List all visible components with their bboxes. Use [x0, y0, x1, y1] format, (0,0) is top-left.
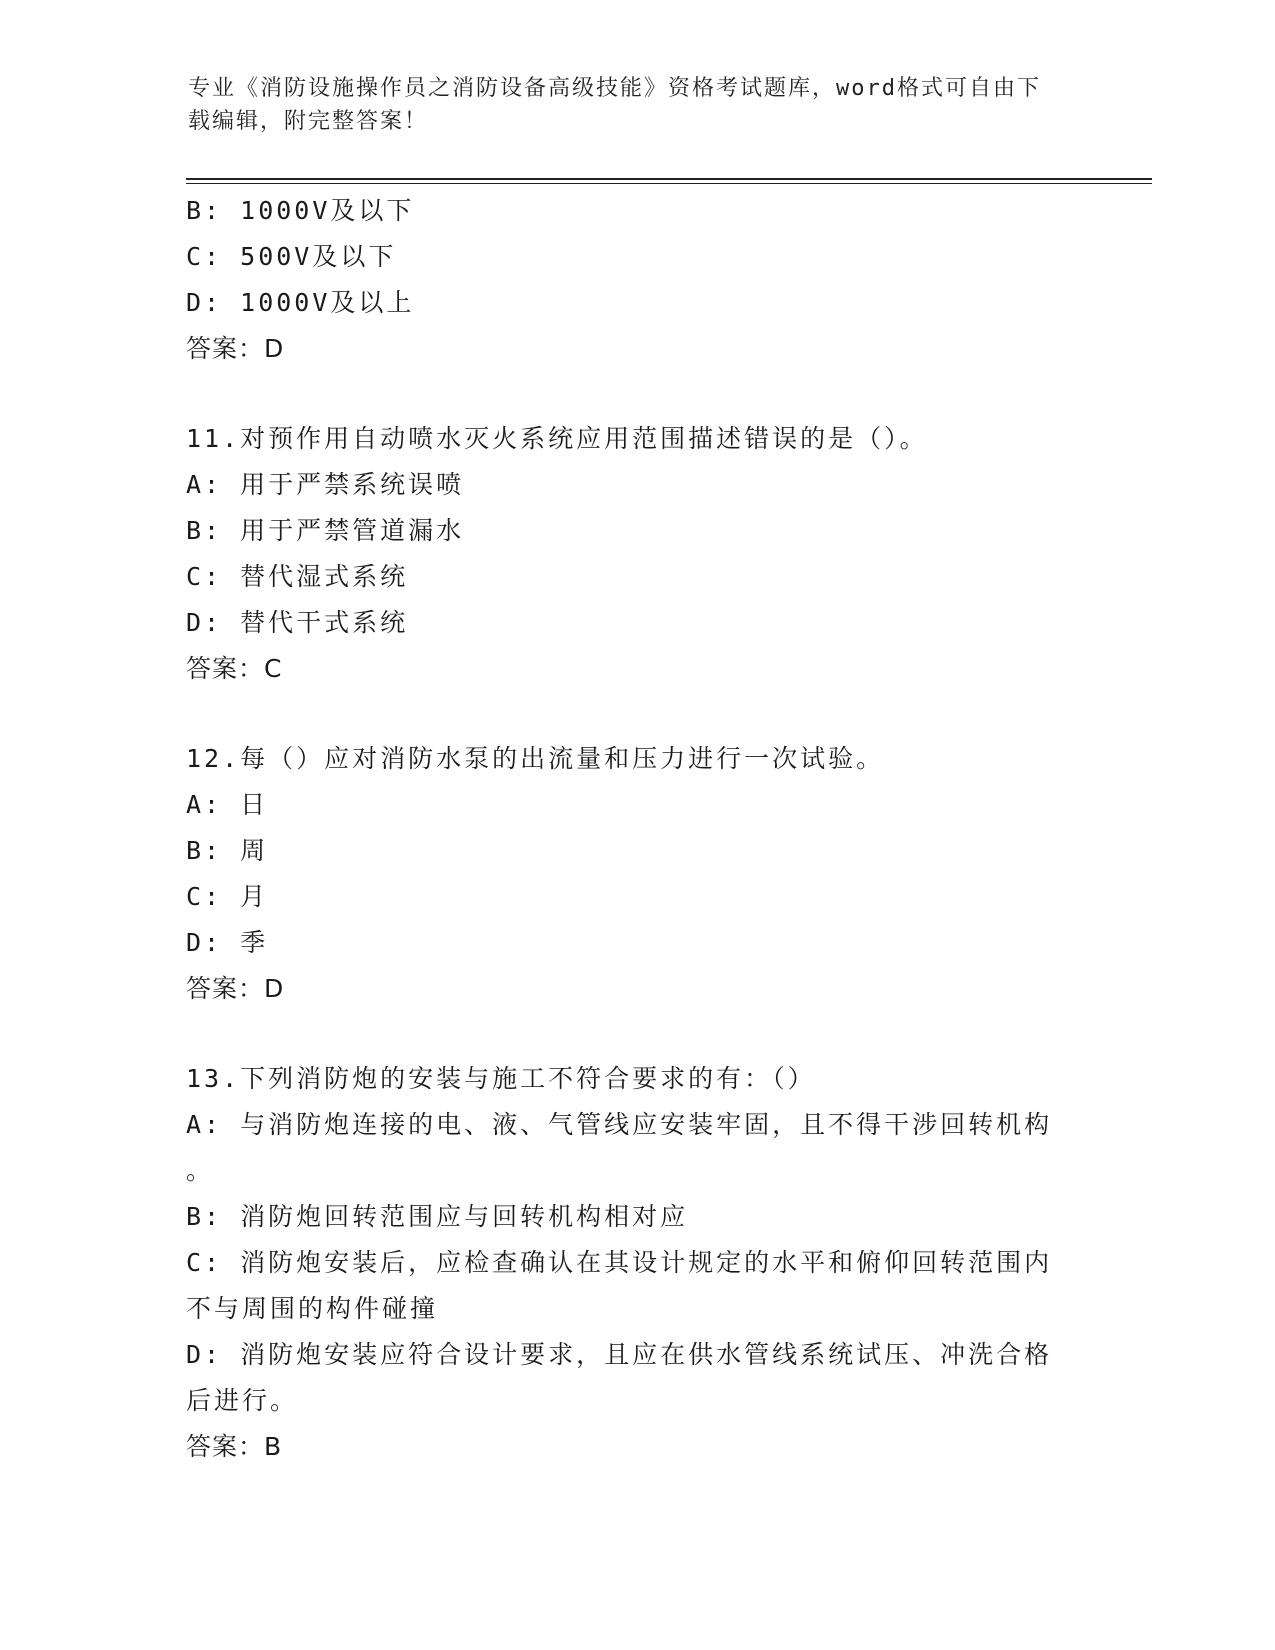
question-list [186, 188, 1086, 1470]
option-d: D: 替代干式系统 [186, 608, 409, 637]
question-12 [186, 736, 1086, 1012]
option-d-line-1: D: 消防炮安装应符合设计要求，且应在供水管线系统试压、冲洗合格 [186, 1340, 1053, 1369]
option-c: C: 500V及以下 [186, 242, 397, 271]
spacer [186, 372, 1086, 416]
option-b: B: 消防炮回转范围应与回转机构相对应 [186, 1202, 689, 1231]
spacer [186, 692, 1086, 736]
header-rule-thin [186, 183, 1152, 184]
option-c-line-1: C: 消防炮安装后，应检查确认在其设计规定的水平和俯仰回转范围内 [186, 1248, 1053, 1277]
option-a-line-1: A: 与消防炮连接的电、液、气管线应安装牢固，且不得干涉回转机构 [186, 1110, 1053, 1139]
question-13 [186, 1056, 1086, 1470]
option-c-line-2: 不与周围的构件碰撞 [186, 1294, 439, 1323]
option-a: A: 日 [186, 790, 269, 819]
option-a: A: 用于严禁系统误喷 [186, 470, 465, 499]
answer: 答案：D [186, 334, 285, 363]
question-stem: 12.每（）应对消防水泵的出流量和压力进行一次试验。 [186, 744, 885, 773]
option-d: D: 1000V及以上 [186, 288, 415, 317]
option-b: B: 周 [186, 836, 269, 865]
option-a-line-2: 。 [186, 1156, 215, 1185]
header-line-1: 专业《消防设施操作员之消防设备高级技能》资格考试题库，word格式可自由下 [188, 76, 1041, 101]
option-b: B: 1000V及以下 [186, 196, 415, 225]
question-10-continued [186, 188, 1086, 372]
header-rule-thick [186, 178, 1152, 180]
option-c: C: 月 [186, 882, 269, 911]
option-c: C: 替代湿式系统 [186, 562, 409, 591]
option-d: D: 季 [186, 928, 269, 957]
option-b: B: 用于严禁管道漏水 [186, 516, 465, 545]
question-stem: 11.对预作用自动喷水灭火系统应用范围描述错误的是（）。 [186, 424, 928, 453]
answer: 答案：B [186, 1432, 283, 1461]
spacer [186, 1012, 1086, 1056]
document-header [188, 72, 1088, 138]
question-11 [186, 416, 1086, 692]
answer: 答案：C [186, 654, 283, 683]
header-line-2: 载编辑，附完整答案！ [188, 109, 429, 134]
question-stem: 13.下列消防炮的安装与施工不符合要求的有：（） [186, 1064, 816, 1093]
answer: 答案：D [186, 974, 285, 1003]
option-d-line-2: 后进行。 [186, 1386, 299, 1415]
